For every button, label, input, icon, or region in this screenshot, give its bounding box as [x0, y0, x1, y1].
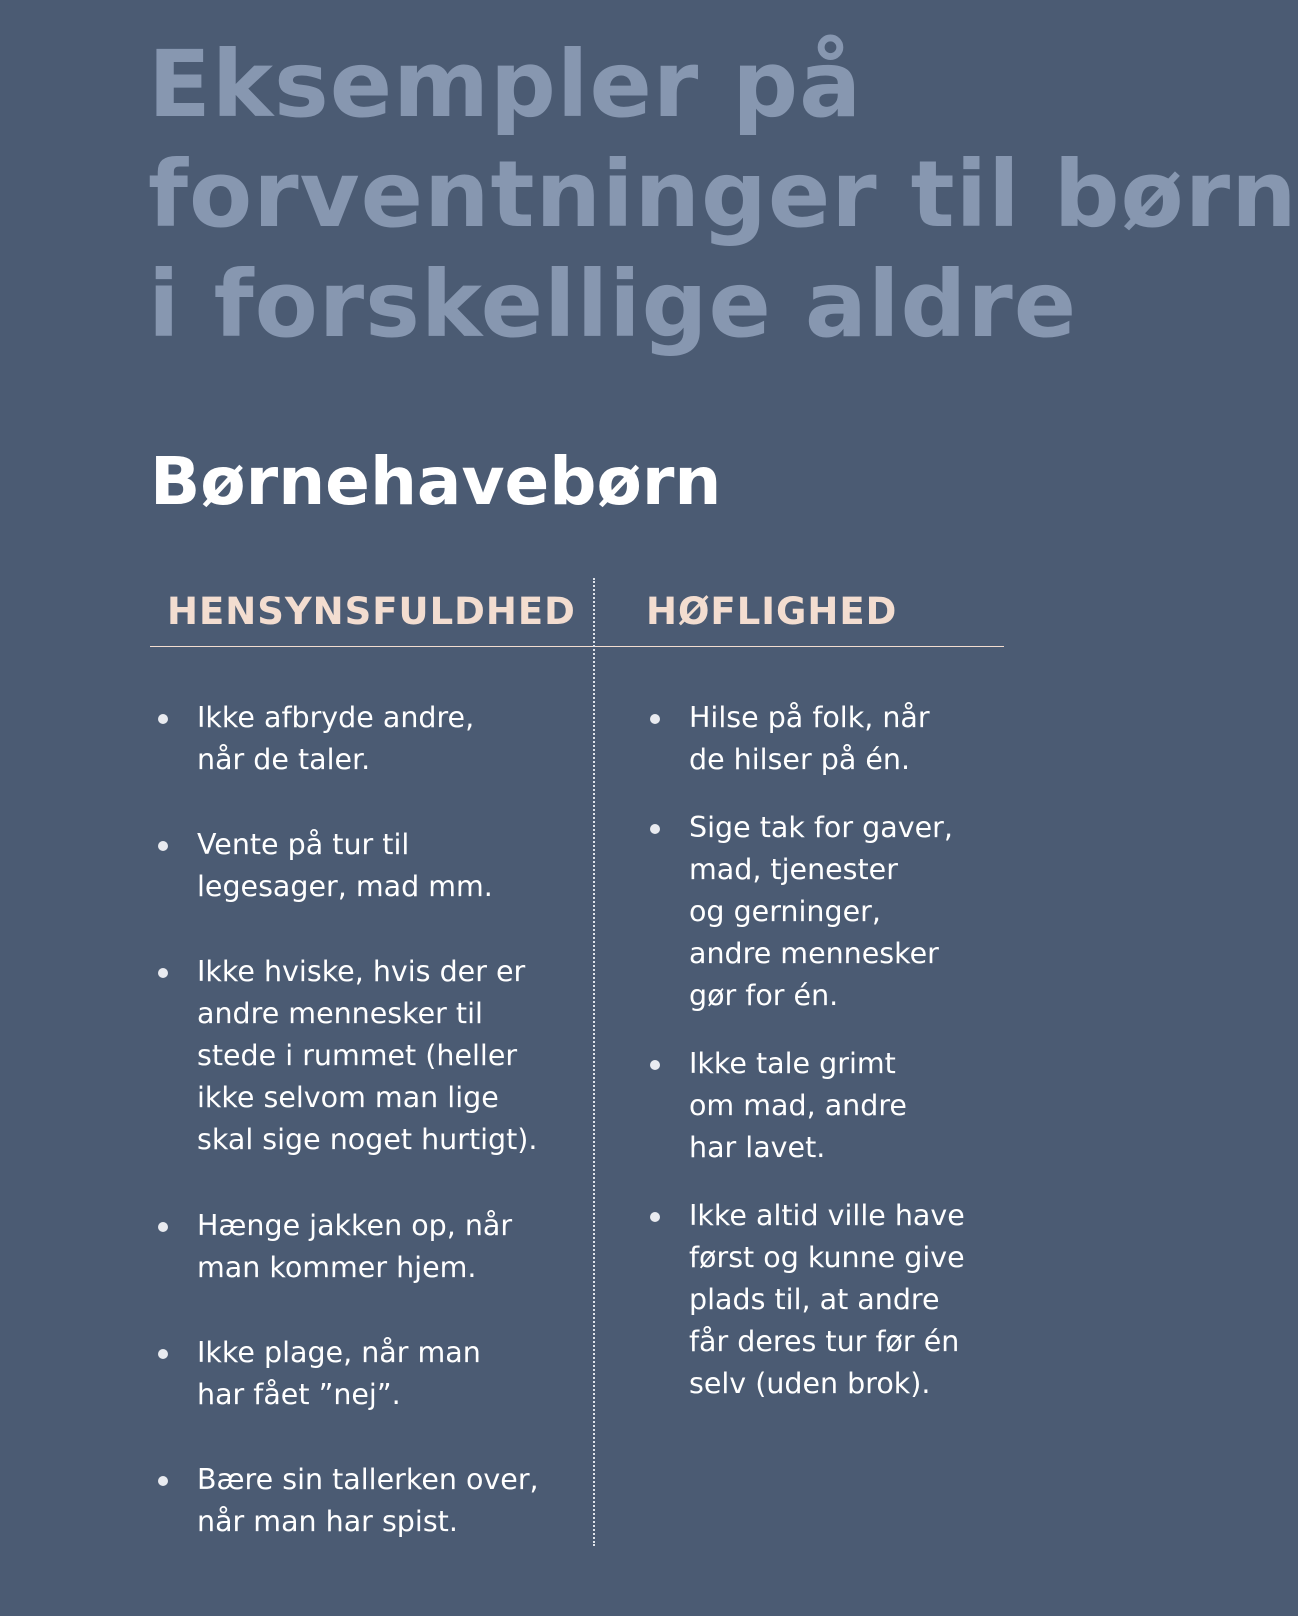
item-line: legesager, mad mm.	[197, 870, 493, 903]
item-line: Ikke afbryde andre,	[197, 701, 475, 734]
item-line: Ikke plage, når man	[197, 1336, 481, 1369]
list-item	[689, 697, 1069, 781]
item-line: mad, tjenester	[689, 853, 898, 886]
column-header-hoeflighed: HØFLIGHED	[646, 590, 898, 633]
item-line: Ikke altid ville have	[689, 1199, 965, 1232]
bullet-icon	[650, 714, 660, 724]
bullet-icon	[158, 714, 168, 724]
page-title	[148, 30, 1298, 360]
section-title: Børnehavebørn	[150, 443, 722, 520]
header-rule	[150, 646, 1004, 647]
column-header-hensynsfuldhed: HENSYNSFULDHED	[167, 590, 576, 633]
bullet-icon	[158, 968, 168, 978]
bullet-icon	[650, 1212, 660, 1222]
item-line: Ikke hviske, hvis der er	[197, 955, 526, 988]
item-line: andre mennesker	[689, 937, 939, 970]
item-line: om mad, andre	[689, 1089, 907, 1122]
bullet-icon	[650, 1060, 660, 1070]
item-line: skal sige noget hurtigt).	[197, 1123, 538, 1156]
item-line: Vente på tur til	[197, 828, 410, 861]
item-line: har fået ”nej”.	[197, 1378, 401, 1411]
bullet-icon	[158, 841, 168, 851]
list-item	[197, 1205, 577, 1289]
item-line: ikke selvom man lige	[197, 1081, 499, 1114]
item-line: selv (uden brok).	[689, 1367, 931, 1400]
item-line: Sige tak for gaver,	[689, 811, 953, 844]
list-item	[689, 1043, 1069, 1169]
item-line: har lavet.	[689, 1131, 826, 1164]
item-line: først og kunne give	[689, 1241, 965, 1274]
bullet-icon	[158, 1476, 168, 1486]
item-line: stede i rummet (heller	[197, 1039, 518, 1072]
list-item	[689, 1195, 1069, 1405]
item-line: når de taler.	[197, 743, 371, 776]
list-item	[197, 951, 577, 1161]
title-line: forventninger til børn	[148, 141, 1298, 248]
item-line: de hilser på én.	[689, 743, 911, 776]
list-item	[197, 697, 577, 781]
list-item	[197, 824, 577, 908]
title-line: i forskellige aldre	[148, 251, 1078, 358]
title-line: Eksempler på	[148, 31, 863, 138]
item-line: man kommer hjem.	[197, 1251, 477, 1284]
item-line: plads til, at andre	[689, 1283, 940, 1316]
column-divider	[593, 578, 595, 1546]
item-line: Ikke tale grimt	[689, 1047, 896, 1080]
list-item	[689, 807, 1069, 1017]
item-line: gør for én.	[689, 979, 839, 1012]
bullet-icon	[158, 1222, 168, 1232]
item-line: får deres tur før én	[689, 1325, 960, 1358]
item-line: Bære sin tallerken over,	[197, 1463, 539, 1496]
item-line: Hænge jakken op, når	[197, 1209, 513, 1242]
bullet-icon	[650, 824, 660, 834]
item-line: andre mennesker til	[197, 997, 483, 1030]
item-line: når man har spist.	[197, 1505, 458, 1538]
bullet-icon	[158, 1349, 168, 1359]
list-item	[197, 1332, 577, 1416]
item-line: og gerninger,	[689, 895, 881, 928]
item-line: Hilse på folk, når	[689, 701, 930, 734]
list-item	[197, 1459, 577, 1543]
